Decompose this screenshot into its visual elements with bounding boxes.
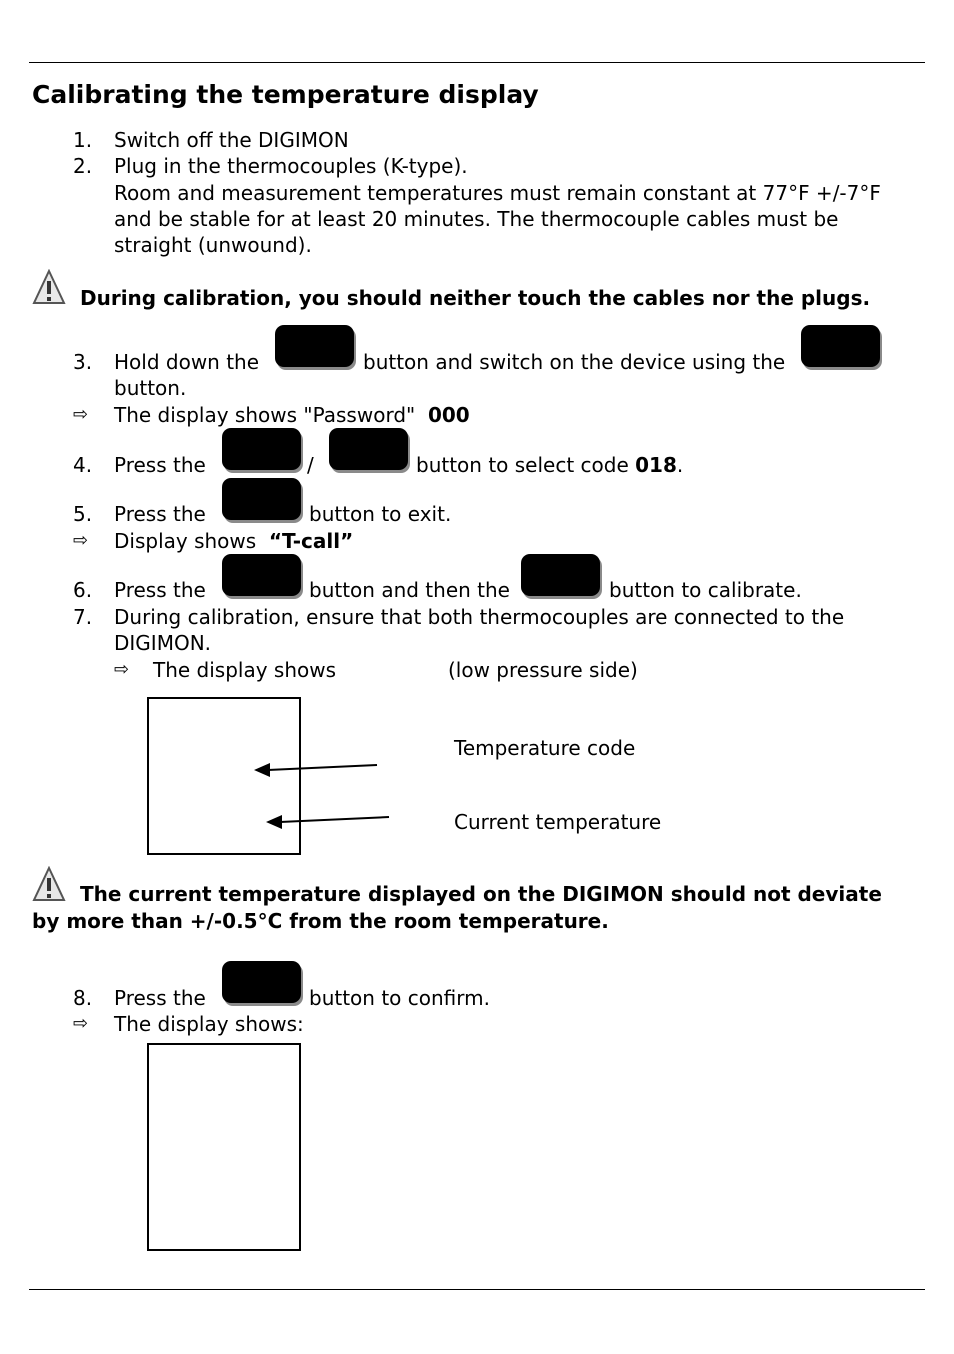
step-text: Hold down the [114,350,260,374]
step-number: 1. [73,128,93,152]
step-number: 6. [73,578,93,602]
step-text: DIGIMON. [114,631,212,655]
temperature-code-label: Temperature code [454,736,636,760]
step-detail: straight (unwound). [114,233,312,257]
warning-text: by more than +/-0.5°C from the room temperature. [32,909,609,933]
step-number: 3. [73,350,93,374]
step-text: button. [114,376,187,400]
step-text: Press the [114,578,206,602]
calibrate-key-button[interactable] [222,554,301,596]
start-key-button[interactable] [521,554,600,596]
result-arrow-icon: ⇨ [114,659,130,680]
step-number: 7. [73,605,93,629]
top-rule [29,62,925,63]
step-text: button to select code 018. [416,453,684,477]
step-detail: and be stable for at least 20 minutes. The thermocouple cables must be [114,207,839,231]
step-detail: Room and measurement temperatures must remain constant at 77°F +/-7°F [114,181,881,205]
step-number: 2. [73,154,93,178]
step-text: / [307,453,314,477]
step-text: Press the [114,986,206,1010]
warning-icon [32,866,66,904]
up-key-button[interactable] [222,428,301,470]
device-key-button[interactable] [275,325,354,367]
step-number: 5. [73,502,93,526]
step-text: During calibration, ensure that both thermocouples are connected to the [114,605,845,629]
step-text: button to exit. [309,502,452,526]
step-text: button to confirm. [309,986,490,1010]
result-arrow-icon: ⇨ [73,1013,89,1034]
display-screen [147,1043,301,1251]
warning-text: During calibration, you should neither touch the cables nor the plugs. [80,286,871,310]
step-number: 8. [73,986,93,1010]
page-title: Calibrating the temperature display [32,80,539,109]
step-text: Press the [114,453,206,477]
step-number: 4. [73,453,93,477]
bottom-rule [29,1289,925,1290]
warning-icon [32,269,66,307]
step-text: button and then the [309,578,510,602]
power-key-button[interactable] [801,325,880,367]
warning-text: The current temperature displayed on the DIGIMON should not deviate [80,882,882,906]
result-arrow-icon: ⇨ [73,530,89,551]
result-note: (low pressure side) [448,658,638,682]
callout-arrows [240,750,400,835]
exit-key-button[interactable] [222,478,301,520]
result-text: Display shows “T-call” [114,529,354,553]
result-text: The display shows [153,658,337,682]
result-text: The display shows: [114,1012,304,1036]
current-temperature-label: Current temperature [454,810,662,834]
step-text: Switch off the DIGIMON [114,128,349,152]
down-key-button[interactable] [329,428,408,470]
result-arrow-icon: ⇨ [73,404,89,425]
confirm-key-button[interactable] [222,961,301,1003]
step-text: button and switch on the device using the [363,350,786,374]
step-text: button to calibrate. [609,578,802,602]
step-text: Plug in the thermocouples (K-type). [114,154,468,178]
step-text: Press the [114,502,206,526]
result-text: The display shows "Password" 000 [114,403,470,427]
